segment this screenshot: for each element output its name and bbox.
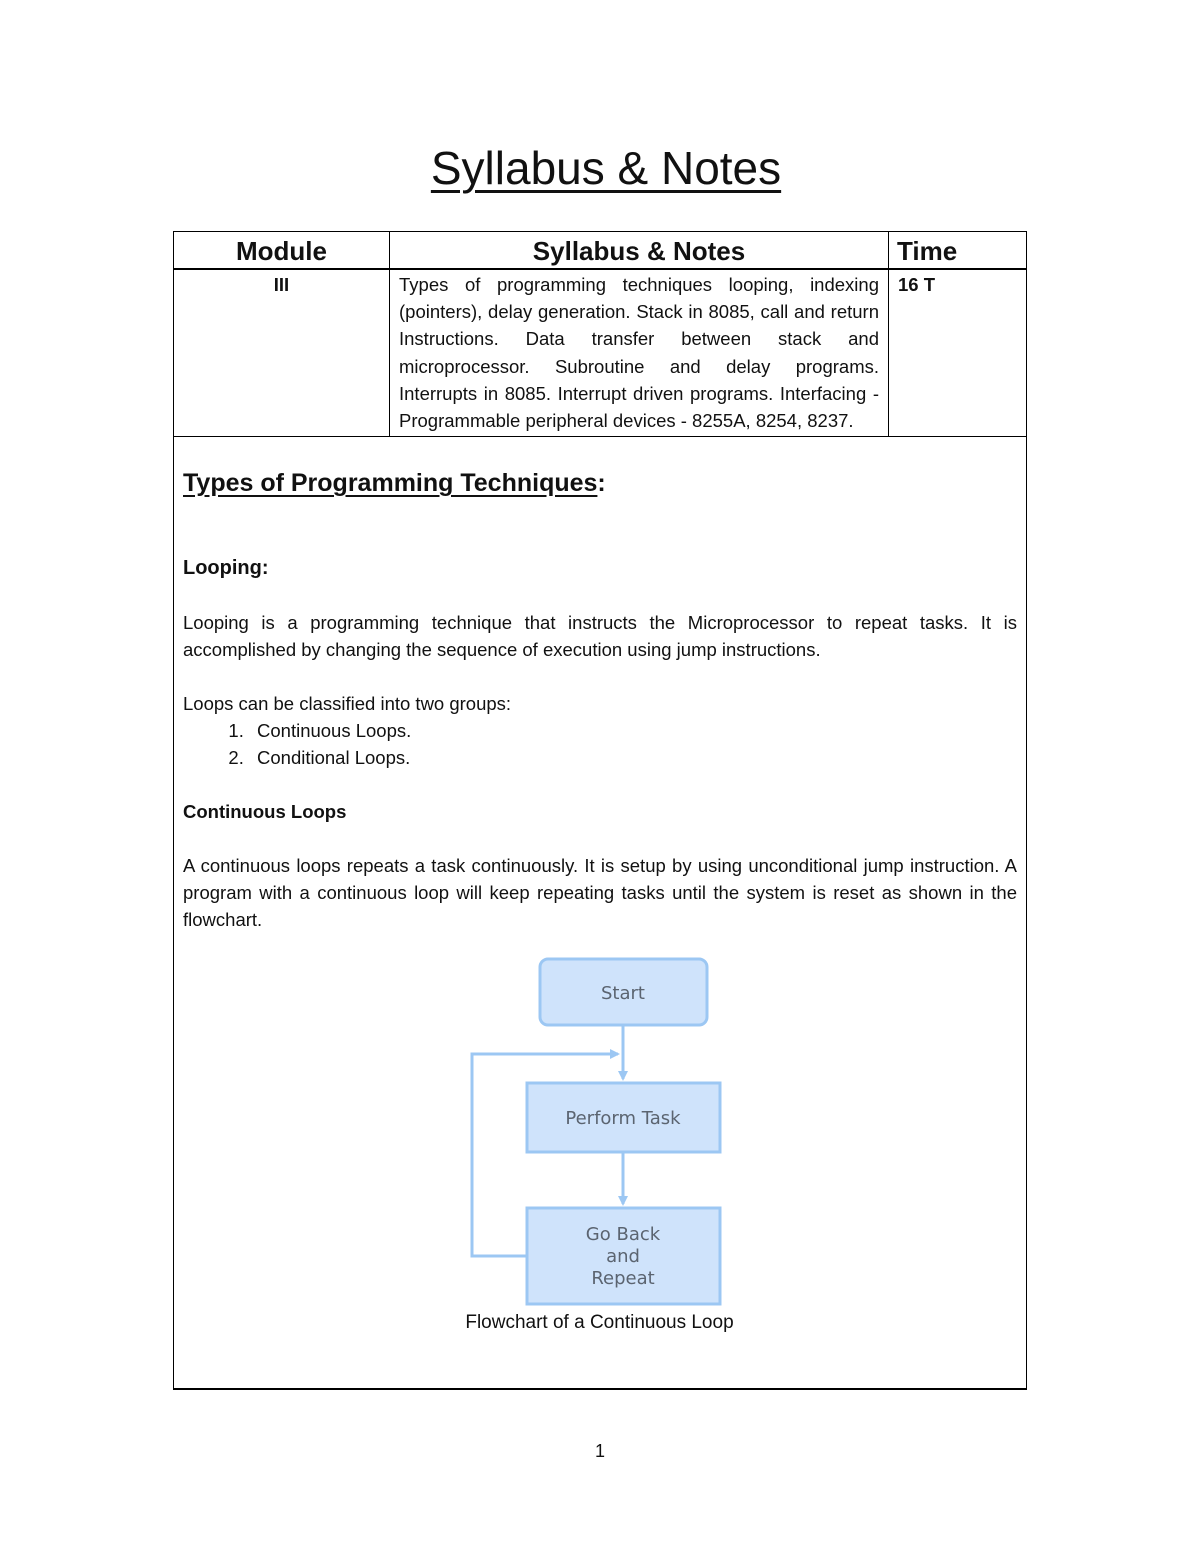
header-time: Time [889, 232, 1027, 270]
loop-types-list [183, 717, 1017, 771]
repeat-label-line: Go Back [585, 1224, 661, 1246]
time-cell: 16 T [889, 269, 1027, 437]
continuous-loop-flowchart [470, 957, 740, 1317]
list-item: 2. Conditional Loops. [249, 744, 1017, 771]
looping-paragraph: Looping is a programming technique that instructs the Microprocessor to repeat tasks. It is accomplished by changing the sequence of execution using jump instructions. [183, 612, 1017, 661]
table-header-row [174, 232, 1027, 270]
section-heading-text: Types of Programming Techniques [183, 469, 598, 498]
list-item: 1. Continuous Loops. [249, 717, 1017, 744]
looping-heading: Looping: [183, 557, 269, 580]
continuous-loops-heading: Continuous Loops [183, 801, 347, 823]
continuous-paragraph: A continuous loops repeats a task continuously. It is setup by using unconditional jump instruction. A program with a continuous loop will keep repeating tasks until the system is reset as shown in the flowchart. [183, 855, 1017, 931]
content-row [174, 437, 1027, 1390]
header-notes: Syllabus & Notes [390, 232, 889, 270]
notes-cell: Types of programming techniques looping, indexing (pointers), delay generation. Stack in 8085, call and return Instructions. Data transfer between stack and microprocessor. Subroutine and delay programs. Interrupts in 8085. Interrupt driven programs. Interfacing - Programmable peripheral devices - 8255A, 8254, 8237. [390, 269, 889, 437]
section-heading-colon: : [597, 469, 606, 498]
module-cell: III [174, 269, 390, 437]
page-title [0, 140, 1200, 196]
repeat-label-line: Repeat [591, 1268, 655, 1290]
flowchart-caption: Flowchart of a Continuous Loop [465, 1312, 734, 1334]
classification-intro: Loops can be classified into two groups: [183, 693, 512, 715]
page-number: 1 [594, 1441, 605, 1461]
perform-task-label: Perform Task [565, 1108, 681, 1130]
content-cell [174, 437, 1027, 1390]
table-row [174, 269, 1027, 437]
section-heading [183, 466, 1017, 500]
header-module: Module [174, 232, 390, 270]
syllabus-table [173, 231, 1027, 1390]
start-label: Start [601, 983, 645, 1005]
repeat-label-line: and [606, 1246, 640, 1268]
page-title-text: Syllabus & Notes [430, 142, 782, 194]
